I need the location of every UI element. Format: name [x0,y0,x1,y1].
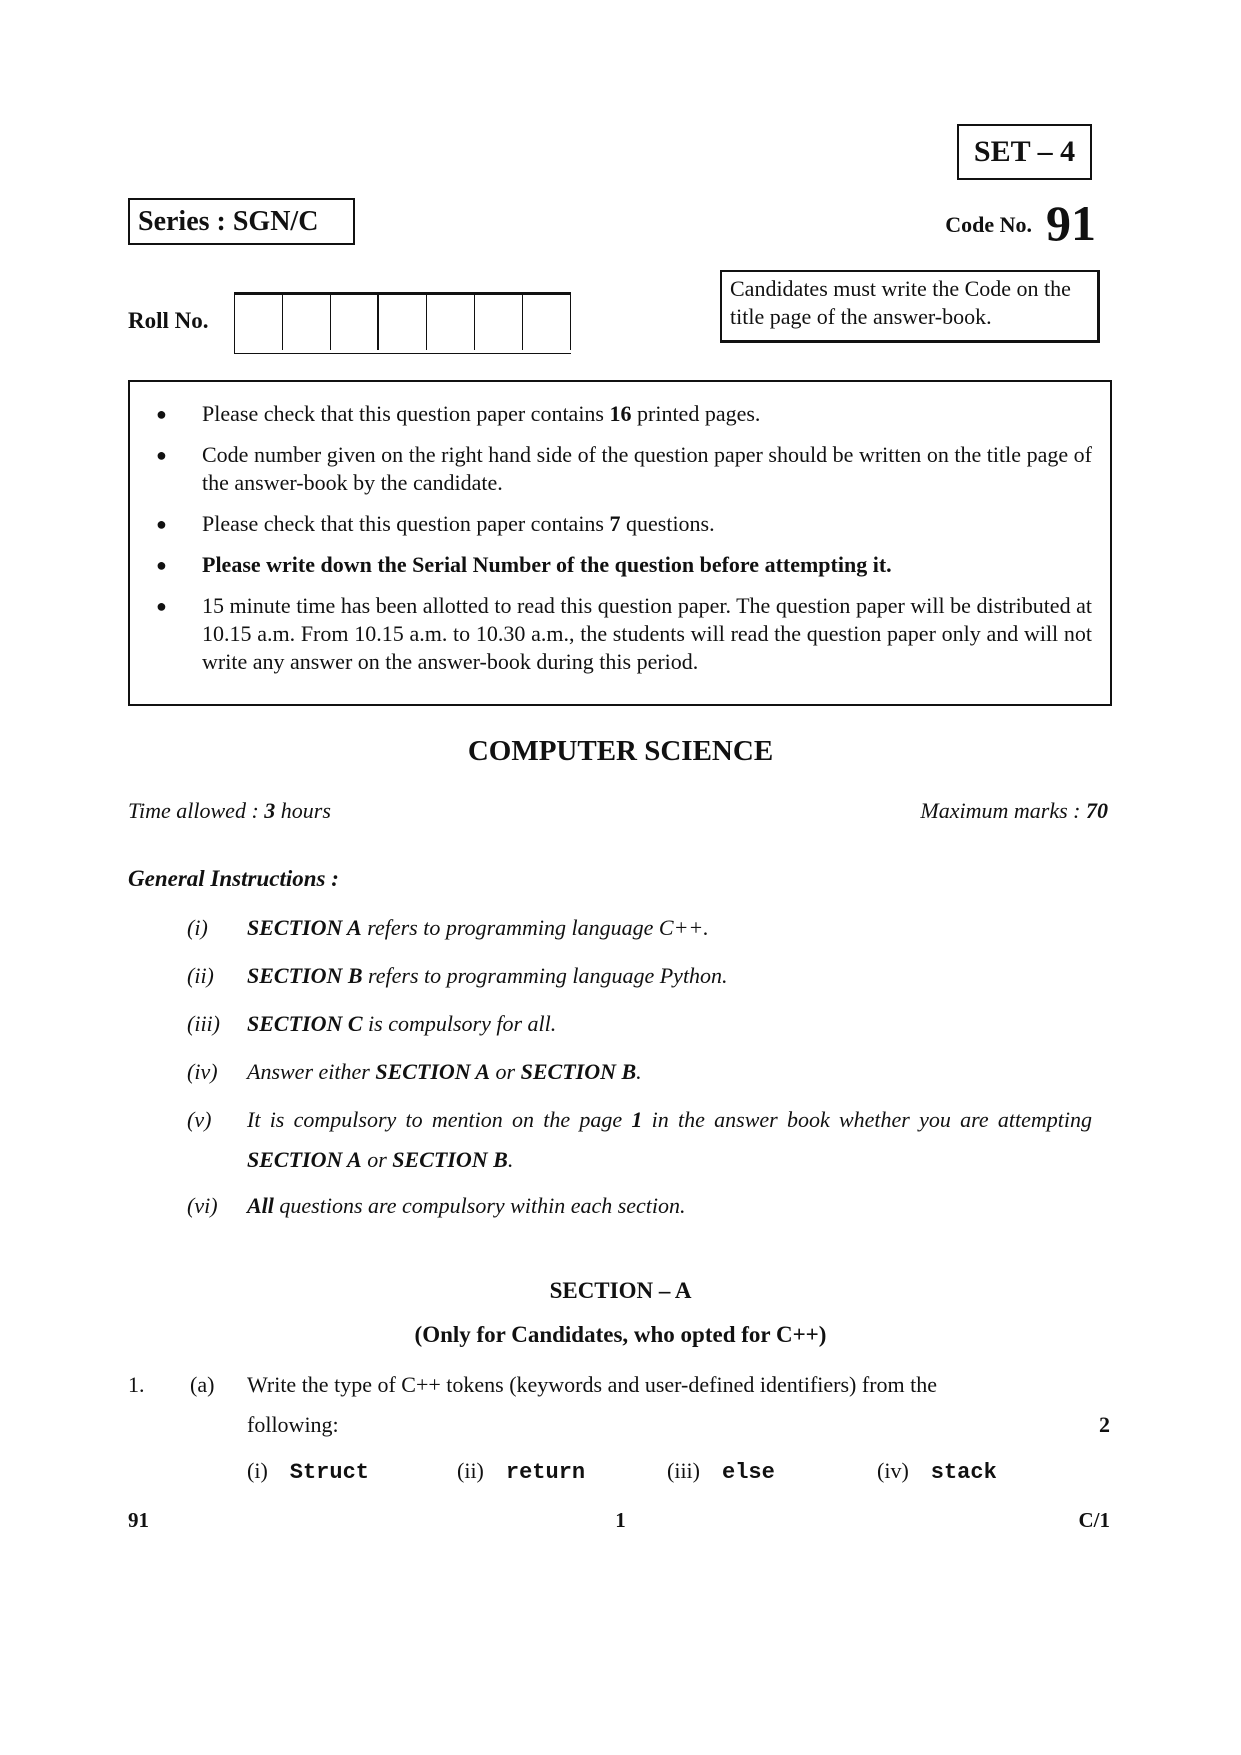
instruction-emphasis: SECTION B [520,1059,637,1084]
instruction-emphasis: SECTION B [392,1147,508,1172]
question-option [877,1451,997,1493]
general-instructions-heading: General Instructions : [128,866,339,891]
candidates-note-box [720,270,1100,343]
option-code: return [505,1460,586,1485]
instruction-emphasis: SECTION A [375,1059,491,1084]
instruction-emphasis: SECTION A [247,1147,362,1172]
option-label: (i) [247,1458,268,1483]
instruction-text [247,1100,1092,1180]
instruction-text-part: or [361,1147,393,1172]
option-code: Struct [289,1460,369,1485]
instructions-list [148,400,1092,676]
instruction-text-part: Please check that this question paper contains [202,401,610,426]
instruction-text [247,956,1092,996]
roll-number-cell[interactable] [379,295,427,350]
instruction-item [148,510,1092,538]
instruction-text-part: It is compulsory to mention on the page [247,1107,632,1132]
set-number-box [957,124,1092,180]
maximum-marks-label: Maximum marks : [920,798,1086,823]
instruction-number: (iv) [187,1059,218,1084]
instruction-emphasis: 16 [609,401,632,426]
time-allowed [128,798,331,824]
instruction-item [148,400,1092,428]
instruction-text-part: printed pages. [631,401,761,426]
general-instruction-item [187,1004,1092,1044]
option-label: (iv) [877,1458,909,1483]
question-text-continued: following: [247,1412,339,1437]
instruction-emphasis: 1 [631,1107,643,1132]
series-label: Series : SGN/C [138,206,319,237]
instruction-emphasis: 7 [609,511,621,536]
instruction-text-part: questions are compulsory within each section. [273,1193,686,1218]
roll-number-cell[interactable] [235,295,283,350]
instruction-item [148,592,1092,676]
instruction-text [247,1052,1092,1092]
instruction-text-part: Answer either [247,1059,376,1084]
maximum-marks-value: 70 [1086,798,1108,823]
general-instruction-item [187,956,1092,996]
instruction-number: (v) [187,1107,212,1132]
instruction-text [202,400,1092,428]
instruction-text-part: Please check that this question paper contains [202,511,610,536]
section-heading: SECTION – A [549,1278,692,1303]
bullet-icon: ● [156,445,167,465]
instruction-text-part: 15 minute time has been allotted to read this question paper. The question paper will be distributed at 10.15 a.m. From 10.15 a.m. to 10.30 a.m., the students will read the question paper only and will not write any answer on the answer-book during this period. [202,593,1092,674]
option-label: (ii) [457,1458,484,1483]
instruction-text-part: in the answer book whether you are attempting [642,1107,1092,1132]
instructions-box [128,380,1112,706]
instruction-text-part: refers to programming language Python. [362,963,728,988]
roll-number-cell[interactable] [283,295,331,350]
code-number-label: Code No. [945,212,1032,237]
code-number [945,195,1096,251]
general-instruction-item [187,1100,1092,1180]
instruction-number: (iii) [187,1011,220,1036]
instruction-text-part: . [636,1059,642,1084]
instruction-text-part: refers to programming language C++. [361,915,709,940]
question-option [457,1451,667,1493]
instruction-text [202,510,1092,538]
instruction-emphasis: SECTION A [247,915,362,940]
question-marks: 2 [1099,1412,1110,1437]
roll-number-cell[interactable] [331,295,379,350]
general-instruction-item [187,1052,1092,1092]
instruction-text-part: Code number given on the right hand side of the question paper should be written on the title page of the answer-book by the candidate. [202,442,1092,495]
instruction-emphasis: SECTION B [247,963,363,988]
candidates-note: Candidates must write the Code on the title page of the answer-book. [730,276,1071,329]
time-allowed-value: 3 [264,798,276,823]
bullet-icon: ● [156,404,167,424]
option-label: (iii) [667,1458,700,1483]
general-instruction-item [187,908,1092,948]
time-allowed-unit: hours [275,798,331,823]
question-text: Write the type of C++ tokens (keywords and user-defined identifiers) from the [247,1372,938,1397]
question-option [247,1451,457,1493]
instruction-number: (ii) [187,963,214,988]
section-subheading: (Only for Candidates, who opted for C++) [414,1322,827,1347]
page-number: 1 [615,1508,626,1532]
paper-title: COMPUTER SCIENCE [467,735,774,767]
instruction-text [202,551,1092,579]
set-number: SET – 4 [973,135,1076,168]
instruction-text-part: is compulsory for all. [362,1011,557,1036]
instruction-item [148,551,1092,579]
time-allowed-label: Time allowed : [128,798,265,823]
roll-number-cell[interactable] [523,295,571,350]
maximum-marks [920,798,1108,824]
instruction-emphasis: SECTION C [247,1011,363,1036]
question-options [128,1451,1110,1493]
footer-code: 91 [128,1508,149,1532]
roll-number-label: Roll No. [128,308,209,333]
roll-number-cell[interactable] [475,295,523,350]
option-code: else [722,1460,775,1485]
bullet-icon: ● [156,596,167,616]
instruction-number: (i) [187,915,208,940]
question-part: (a) [190,1372,215,1397]
question-1 [128,1365,1110,1493]
bullet-icon: ● [156,555,167,575]
instruction-item [148,441,1092,497]
question-number: 1. [128,1372,145,1397]
instruction-text-part: or [490,1059,521,1084]
code-number-value: 91 [1046,195,1096,251]
bullet-icon: ● [156,514,167,534]
roll-number-grid[interactable] [234,292,571,354]
instruction-text-part: . [507,1147,514,1172]
instruction-text [247,908,1092,948]
footer-page-ref: C/1 [1078,1508,1110,1532]
series-box [128,198,355,245]
option-code: stack [930,1460,997,1485]
instruction-text-part: questions. [620,511,715,536]
instruction-text-part: Please write down the Serial Number of the question before attempting it. [202,552,892,577]
instruction-emphasis: All [247,1193,274,1218]
roll-number-cell[interactable] [427,295,475,350]
general-instruction-item [187,1186,1092,1226]
question-option [667,1451,877,1493]
instruction-text [247,1186,1092,1226]
instruction-number: (vi) [187,1193,218,1218]
instruction-text [202,592,1092,676]
instruction-text [202,441,1092,497]
instruction-text [247,1004,1092,1044]
